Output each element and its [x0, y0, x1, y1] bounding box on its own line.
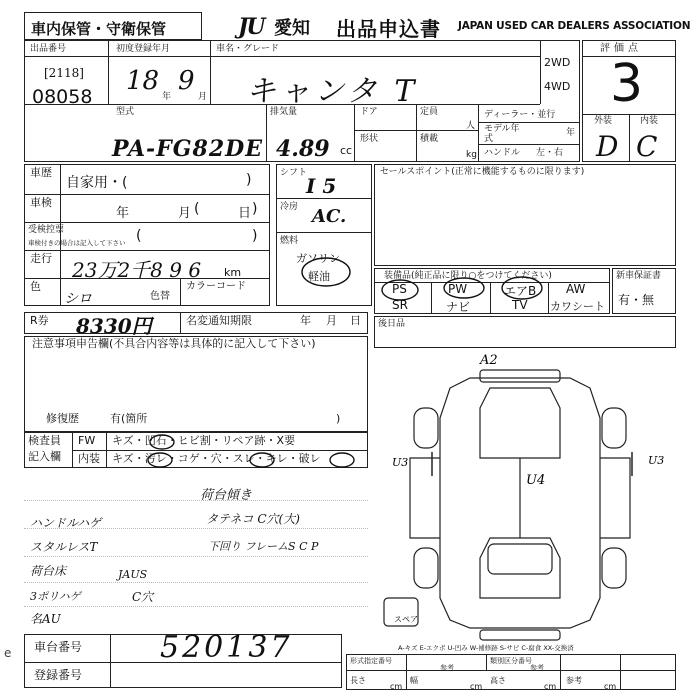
registration-no-label: 登録番号: [34, 668, 83, 682]
usage-close: ): [246, 172, 252, 188]
transfer-label: 名変通知期限: [186, 314, 252, 327]
rating-label: 評価点: [600, 43, 642, 54]
repair-close: ): [336, 412, 341, 425]
note-bed-tilt: 荷台傾き: [200, 488, 253, 503]
drive-2wd: 2WD: [544, 56, 571, 69]
drive-4wd: 4WD: [544, 80, 571, 93]
car-name-value: キャンタ T: [246, 74, 419, 109]
color-label: 色: [30, 280, 41, 293]
color-change-label: 色替: [150, 291, 170, 302]
fuel-label: 燃料: [280, 236, 299, 246]
registration-label: 初度登録年月: [116, 44, 171, 54]
shape-no-note: 参考: [440, 664, 454, 672]
usage-value: 自家用・(: [66, 175, 128, 191]
class-no-note: 参考: [530, 664, 544, 672]
exterior-value: D: [596, 130, 619, 163]
association-name: JAPAN USED CAR DEALERS ASSOCIATION: [458, 20, 691, 32]
usage-label: 車歴: [30, 166, 52, 179]
mileage-unit: km: [224, 266, 242, 279]
dealer-label: ディーラー・並行: [484, 110, 556, 120]
shift-label: シフト: [280, 168, 308, 178]
exterior-label: 外装: [594, 116, 613, 126]
color-code-label: カラーコード: [186, 281, 246, 292]
registration-month-unit: 月: [198, 92, 208, 102]
rating-value: 3: [610, 54, 644, 114]
model-label: 型式: [116, 107, 135, 117]
lot-label: 出品番号: [30, 44, 67, 54]
transfer-year-unit: 年: [300, 314, 311, 327]
transfer-month-unit: 月: [326, 314, 337, 327]
ju-logo: [238, 14, 272, 40]
certificate-close: ): [252, 228, 258, 244]
car-name-label: 車名・グレード: [216, 44, 280, 54]
ac-value: AC.: [312, 206, 347, 227]
equipment-sr: SR: [392, 298, 408, 312]
ref-label: 参考: [566, 676, 582, 685]
equipment-ps: PS: [392, 282, 407, 296]
inspector-label-1: 検査員: [28, 434, 61, 447]
certificate-label: 受検控票: [28, 225, 65, 235]
inspection-month-unit: 月: [178, 206, 192, 221]
equipment-leather-seat: カワシート: [550, 300, 605, 313]
storage-notice: 車内保管・守衛保管: [31, 20, 167, 38]
equipment-label: 装備品(純正品に限り○をつけてください): [384, 271, 552, 281]
margin-mark: e: [4, 646, 12, 660]
damage-mark-u3-right: U3: [648, 454, 665, 467]
inspector-row1-items: キズ・凹石・ヒビ割・リペア跡・X要: [112, 434, 296, 447]
aftermarket-block: [374, 316, 676, 348]
displacement-label: 排気量: [270, 107, 298, 117]
notes-label: 注意事項申告欄(不具合内容等は具体的に記入して下さい): [32, 337, 316, 350]
shift-value: I 5: [306, 174, 337, 198]
repair-label: 修復歴: [46, 412, 79, 425]
equipment-aw: AW: [566, 282, 586, 296]
height-unit: cm: [544, 682, 557, 691]
width-unit: cm: [470, 682, 483, 691]
width-label: 幅: [410, 676, 418, 685]
displacement-unit: cc: [340, 144, 353, 157]
model-year-unit: 年: [566, 128, 576, 138]
chassis-label: 車台番号: [34, 640, 83, 654]
damage-mark-u4: U4: [526, 473, 546, 488]
recycle-value: 8330円: [76, 314, 152, 338]
shape-no-label: 形式指定番号: [350, 657, 392, 665]
equipment-airbag: エアB: [504, 284, 537, 298]
certificate-open: (: [136, 228, 142, 244]
capacity-unit: 人: [466, 121, 476, 131]
handle-label: ハンドル: [484, 148, 521, 158]
handle-value: 左・右: [536, 148, 564, 158]
inspector-row1-prefix: FW: [78, 434, 96, 447]
damage-mark-a2: A2: [480, 353, 498, 368]
lot-number: 08058: [32, 86, 93, 108]
note-bed-floor: 荷台床: [30, 564, 67, 578]
equipment-tv: TV: [512, 298, 528, 312]
inspection-label: 車検: [30, 196, 52, 209]
warranty-value: 有・無: [618, 293, 655, 307]
certificate-note: 車検付きの場合は記入して下さい: [28, 239, 126, 247]
length-unit: cm: [390, 682, 403, 691]
damage-mark-u3-left: U3: [392, 456, 409, 469]
capacity-label: 定員: [420, 107, 439, 117]
warranty-label: 新車保証書: [616, 271, 662, 281]
vehicle-damage-diagram: [370, 348, 676, 648]
note-3-wear: 3ポリハゲ: [30, 590, 81, 603]
shape-label: 形状: [360, 134, 379, 144]
logo-text: 愛知: [274, 18, 310, 39]
color-value: シロ: [64, 291, 92, 307]
mileage-label: 走行: [30, 252, 52, 265]
inspector-row2-items: キズ・汚レ・コゲ・穴・スレ・キレ・破レ: [112, 452, 321, 465]
repair-value: 有(箇所: [110, 412, 148, 425]
ref-unit: cm: [604, 682, 617, 691]
registration-month: 9: [178, 66, 195, 96]
sales-point-label: セールスポイント(正常に機能するものに限ります): [380, 167, 585, 177]
diagram-legend: A-キズ E-エクボ U-凹み W-補修跡 S-サビ C-腐食 XX-交換済: [398, 644, 574, 652]
equipment-navi: ナビ: [446, 300, 471, 314]
lot-sub-number: [2118]: [44, 66, 84, 80]
interior-value: C: [636, 130, 658, 163]
length-label: 長さ: [350, 676, 366, 685]
door-label: ドア: [360, 107, 378, 117]
note-handle-wear: ハンドルハゲ: [30, 516, 102, 530]
ac-label: 冷房: [280, 202, 299, 212]
displacement-value: 4.89: [276, 136, 330, 162]
recycle-label: R券: [30, 314, 49, 327]
inspection-day-unit: 日: [238, 206, 252, 221]
inspection-close: ): [252, 201, 258, 217]
aftermarket-label: 後日品: [378, 319, 406, 329]
inspection-open: (: [194, 201, 200, 217]
class-no-label: 類別区分番号: [490, 657, 532, 665]
chassis-value: 520137: [160, 630, 293, 665]
transfer-day-unit: 日: [350, 314, 361, 327]
note-c-hole: C穴: [132, 590, 154, 604]
note-jaus: JAUS: [118, 568, 148, 581]
model-year-label: モデル年式: [484, 124, 520, 144]
ju-logo-mark: JU: [238, 14, 264, 40]
equipment-pw: PW: [448, 282, 468, 296]
fuel-gasoline: ガソリン: [296, 252, 340, 265]
note-vertical-hole: タテネコ C穴(大): [206, 512, 300, 526]
registration-year: 18: [126, 66, 160, 96]
registration-year-unit: 年: [162, 92, 172, 102]
height-label: 高さ: [490, 676, 506, 685]
sales-block: [374, 164, 676, 266]
storage-notice-box: [24, 12, 202, 40]
inspector-row2-prefix: 内装: [78, 452, 100, 465]
spare-label: スペア: [394, 615, 418, 624]
inspection-year-unit: 年: [116, 206, 130, 221]
note-underbody: 下回り フレームS C P: [208, 540, 319, 553]
mileage-value: 23万2千8 9 6: [72, 258, 202, 282]
load-unit: kg: [466, 150, 477, 160]
model-value: PA-FG82DE: [112, 136, 264, 162]
inspector-label-2: 記入欄: [28, 450, 61, 463]
note-studless-tire: スタルレスT: [30, 540, 98, 554]
interior-label: 内装: [640, 116, 659, 126]
note-au: 名AU: [30, 612, 61, 626]
load-label: 積載: [420, 134, 439, 144]
form-title: 出品申込書: [336, 17, 441, 41]
fuel-diesel: 軽油: [308, 270, 330, 283]
